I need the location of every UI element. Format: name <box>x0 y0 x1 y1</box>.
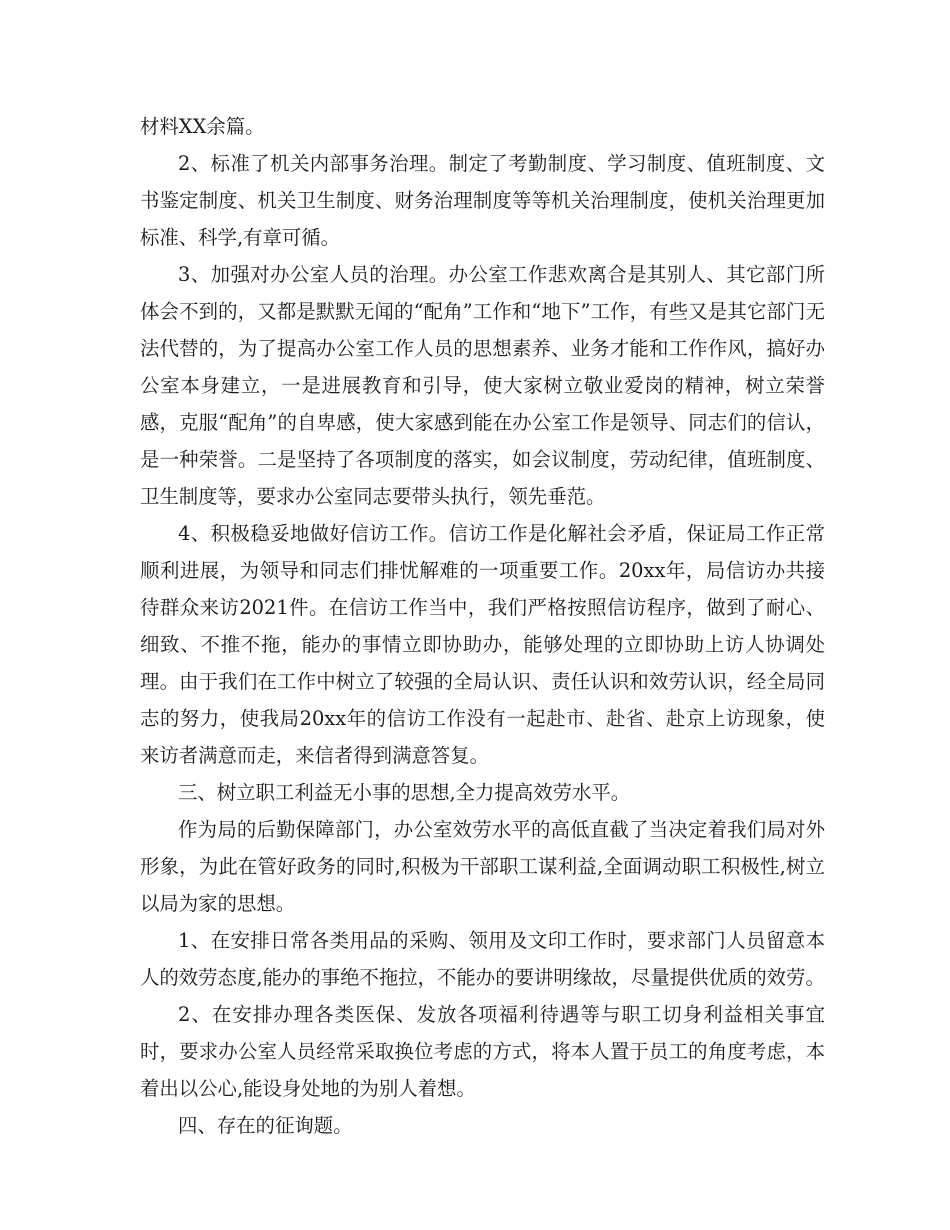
paragraph-service-intro: 作为局的后勤保障部门，办公室效劳水平的高低直截了当决定着我们局对外形象，为此在管好政务的同时,积极为干部职工谋利益,全面调动职工积极性,树立以局为家的思想。 <box>140 818 825 915</box>
paragraph-item-2-standardization: 2、标准了机关内部事务治理。制定了考勤制度、学习制度、值班制度、文书鉴定制度、机关卫生制度、财务治理制度等等机关治理制度，使机关治理更加标准、科学,有章可循。 <box>140 152 825 249</box>
paragraph-service-item-1: 1、在安排日常各类用品的采购、领用及文印工作时，要求部门人员留意本人的效劳态度,能办的事绝不拖拉，不能办的要讲明缘故，尽量提供优质的效劳。 <box>140 929 825 989</box>
document-page <box>140 108 825 1144</box>
paragraph-item-4-petition-work: 4、积极稳妥地做好信访工作。信访工作是化解社会矛盾，保证局工作正常顺利进展，为领导和同志们排忧解难的一项重要工作。20xx年，局信访办共接待群众来访2021件。在信访工作当中，我们严格按照信访程序，做到了耐心、细致、不推不拖，能办的事情立即协助办，能够处理的立即协助上访人协调处理。由于我们在工作中树立了较强的全局认识、责任认识和效劳认识，经全局同志的努力，使我局20xx年的信访工作没有一起赴市、赴省、赴京上访现象，使来访者满意而走，来信者得到满意答复。 <box>140 522 825 767</box>
paragraph-item-3-staff-management: 3、加强对办公室人员的治理。办公室工作悲欢离合是其别人、其它部门所体会不到的，又都是默默无闻的“配角”工作和“地下”工作，有些又是其它部门无法代替的，为了提高办公室工作人员的思想素养、业务才能和工作作风，搞好办公室本身建立，一是进展教育和引导，使大家树立敬业爱岗的精神，树立荣誉感，克服“配角”的自卑感，使大家感到能在办公室工作是领导、同志们的信认，是一种荣誉。二是坚持了各项制度的落实，如会议制度，劳动纪律，值班制度、卫生制度等，要求办公室同志要带头执行，领先垂范。 <box>140 263 825 508</box>
paragraph-service-item-2: 2、在安排办理各类医保、发放各项福利待遇等与职工切身利益相关事宜时，要求办公室人员经常采取换位考虑的方式，将本人置于员工的角度考虑，本着出以公心,能设身处地的为别人着想。 <box>140 1003 825 1100</box>
section-heading-4: 四、存在的征询题。 <box>178 1114 353 1137</box>
paragraph-continuation: 材料XX余篇。 <box>140 115 265 138</box>
section-heading-3: 三、树立职工利益无小事的思想,全力提高效劳水平。 <box>178 781 631 804</box>
